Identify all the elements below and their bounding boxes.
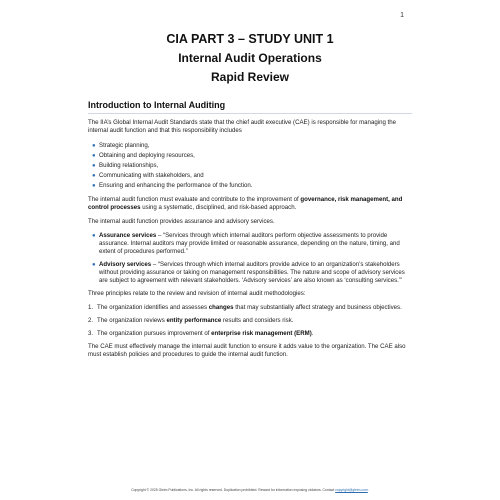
principles-list <box>88 304 412 338</box>
page-number: 1 <box>400 12 404 19</box>
section-heading: Introduction to Internal Auditing <box>88 100 412 114</box>
copyright-footer: Copyright © 2025 Gleim Publications, Inc. All rights reserved. Duplication prohibited. Reward for information exposing violators. Contact copyright@gleim.com. <box>131 488 369 492</box>
bullet-icon: ● <box>92 143 96 149</box>
services-list <box>88 232 412 285</box>
list-item: ● Communicating with stakeholders, and <box>92 172 204 179</box>
responsibility-list <box>88 141 412 191</box>
bullet-icon: ● <box>92 262 96 268</box>
list-item: 1. The organization identifies and assesses changes that may substantially affect strategy and business objectives. <box>88 304 402 311</box>
list-item: ● Ensuring and enhancing the performance of the function. <box>92 182 253 189</box>
list-item: 3. The organization pursues improvement of enterprise risk management (ERM). <box>88 330 314 337</box>
main-content <box>88 100 412 365</box>
closing-paragraph: The CAE must effectively manage the internal audit function to ensure it adds value to the organization. The CAE also must establish policies and procedures to guide the internal audit function. <box>88 343 406 358</box>
unit-subtitle: Internal Audit Operations <box>178 51 322 65</box>
services-intro-paragraph: The internal audit function provides assurance and advisory services. <box>88 218 275 225</box>
principles-intro-paragraph: Three principles relate to the review and revision of internal audit methodologies: <box>88 290 306 297</box>
list-item: ● Obtaining and deploying resources, <box>92 152 195 159</box>
list-item: ● Assurance services – “Services through which internal auditors perform objective assessments to provide assurance. Internal auditors may provide limited or reasonable assurance, depending on the nature, timing, and extent of procedures performed.” <box>92 232 400 255</box>
bullet-icon: ● <box>92 183 96 189</box>
bullet-icon: ● <box>92 153 96 159</box>
copyright-email-link[interactable]: copyright@gleim.com <box>335 488 368 492</box>
governance-paragraph: The internal audit function must evaluate and contribute to the improvement of governance, risk management, and control processes using a systematic, disciplined, and risk-based approach. <box>88 196 403 211</box>
bullet-icon: ● <box>92 173 96 179</box>
bullet-icon: ● <box>92 163 96 169</box>
list-item: 2. The organization reviews entity performance results and considers risk. <box>88 317 294 324</box>
intro-paragraph: The IIA’s Global Internal Audit Standards state that the chief audit executive (CAE) is responsible for managing the internal audit function and that this responsibility includes <box>88 119 397 134</box>
rapid-review-title: Rapid Review <box>210 70 290 84</box>
list-item: ● Strategic planning, <box>92 142 150 149</box>
list-item: ● Advisory services – “Services through which internal auditors provide advice to an organization’s stakeholders without providing assurance or taking on management responsibilities. The nature and scope of advisory services are subject to agreement with relevant stakeholders. ‘Advisory services’ are also known as ‘consulting services.’” <box>92 261 405 284</box>
list-item: ● Building relationships, <box>92 162 159 169</box>
title-block <box>0 30 500 87</box>
unit-title: CIA PART 3 – STUDY UNIT 1 <box>166 32 334 46</box>
bullet-icon: ● <box>92 233 96 239</box>
